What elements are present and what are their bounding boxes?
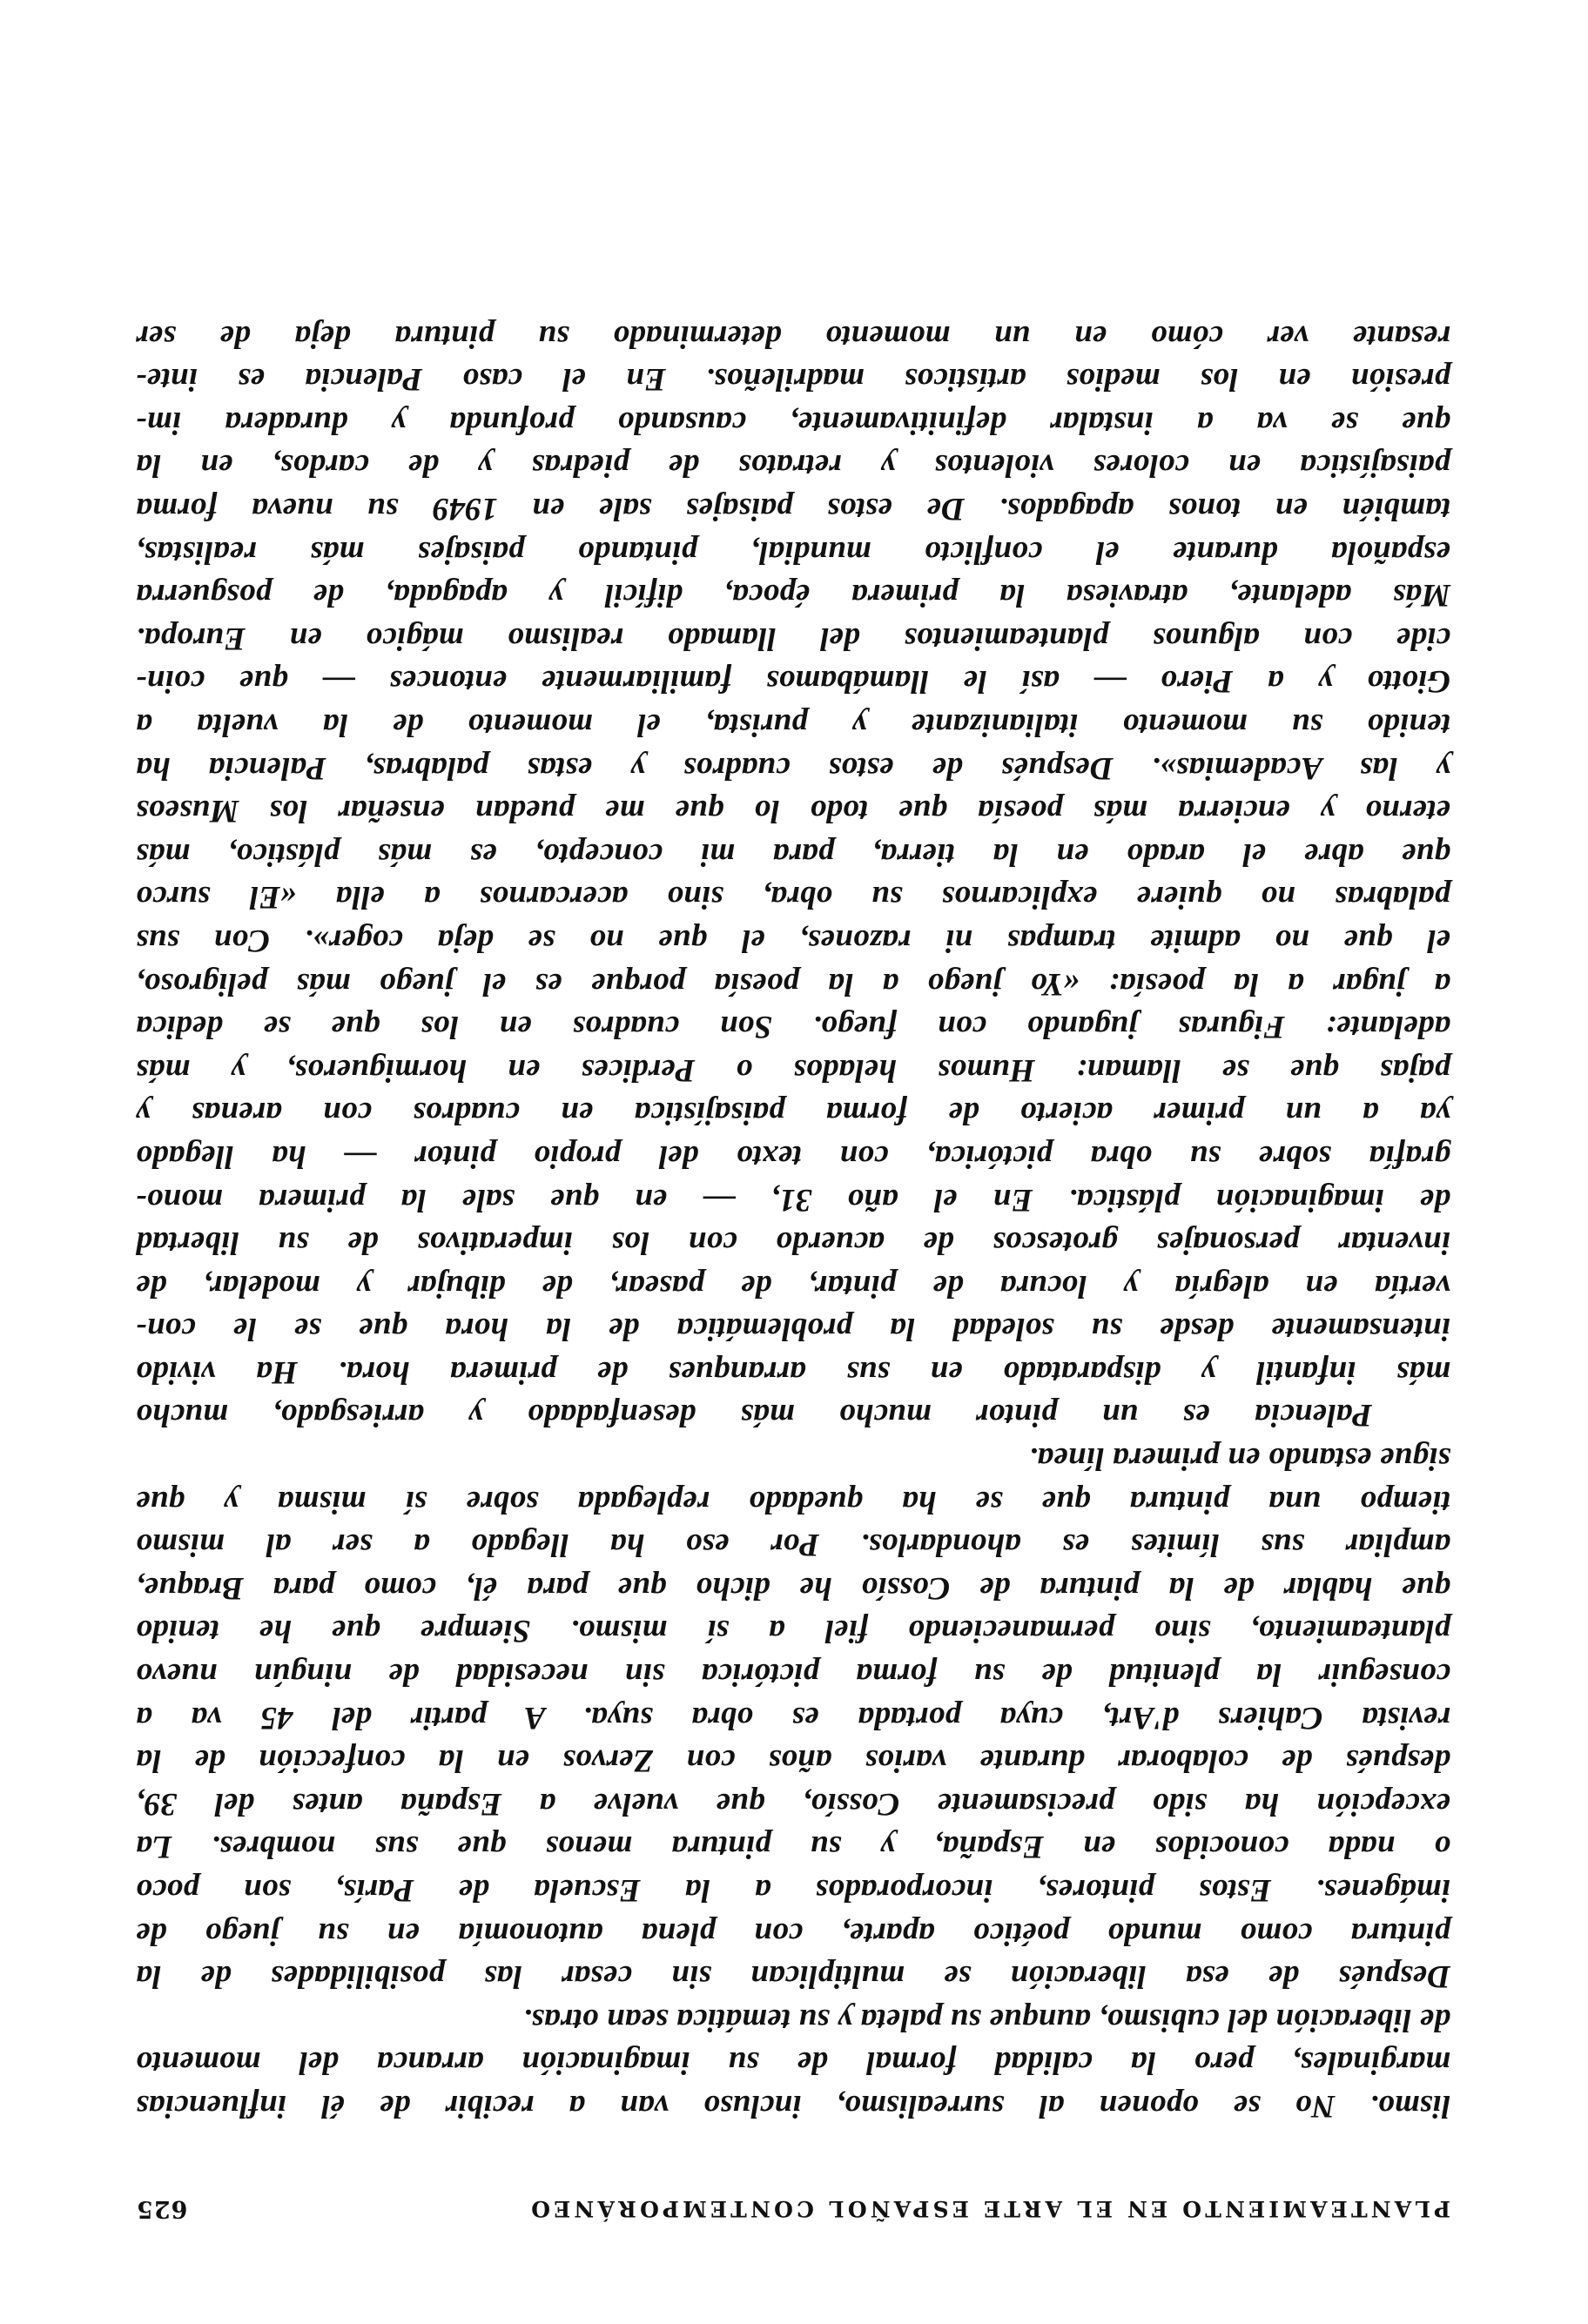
text-line: paisajística en colores violentos y retratos de piedras y de cardos, en la [136,447,1450,484]
text-line: a jugar a la poesía: «Yo juego a la poesía porque es el juego más peligroso, [136,965,1450,1002]
text-line: que abre el arado en la tierra, para mi concepto, es más plástico, más [136,836,1450,872]
text-line: después de colaborar durante varios años con Zervos en la confección de la [136,1743,1450,1779]
text-line: de liberación del cubismo, aunque su paleta y su temática sean otras. [522,2001,1450,2038]
text-line: conseguir la plenitud de su forma pictórica sin necesidad de ningún nuevo [136,1656,1450,1693]
text-line: el que no admite trampas ni razones, el que no se deja coger». Con sus [136,922,1450,958]
text-line: pintura como mundo poético aparte, con plena autonomía en su juego de [136,1915,1450,1951]
running-header-title: PLANTEAMIENTO EN EL ARTE ESPAÑOL CONTEMPORÁNEO [528,2196,1450,2222]
paragraph-start-line: Palencia es un pintor mucho más desenfadado y arriesgado, mucho [136,1397,1372,1434]
text-line: que hablar de la pintura de Cossío he dicho que para él, como para Braque, [136,1569,1450,1606]
text-line: más infantil y disparatado en sus arranques de primera hora. Ha vivido [136,1353,1450,1390]
text-line: española durante el conflicto mundial, pintando paisajes más realistas, [136,534,1450,570]
text-line: sigue estando en primera línea. [1028,1441,1450,1477]
text-line: intensamente desde su soledad la problemática de la hora que se le con- [136,1311,1450,1347]
text-line: o nada conocidos en España, y su pintura menos que sus nombres. La [136,1829,1450,1865]
text-line: tenido su momento italianizante y purista, el momento de la vuelta a [136,707,1450,742]
text-line: revista Cahiers d'Art, cuya portada es obra suya. A partir del 45 va a [136,1699,1450,1736]
text-line: cide con algunos planteamientos del llamado realismo mágico en Europa. [136,620,1450,656]
text-line: Después de esa liberación se multiplican sin cesar las posibilidades de la [136,1958,1450,1995]
page-number: 625 [136,2195,188,2223]
text-line: eterno y encierra más poesía que todo lo que me puedan enseñar los Museos [136,793,1450,830]
text-line: lismo. No se oponen al surrealismo, incluso van a recibir de él influencias [136,2088,1450,2124]
text-line: presión en los medios artísticos madrileños. En el caso Palencia es inte- [136,361,1450,398]
text-line: adelante: Figuras jugando con fuego. Son cuadros en los que se dedica [136,1009,1450,1045]
text-line: vertía en alegría y locura de pintar, de pasear, de dibujar y modelar, de [136,1267,1450,1304]
text-line: imágenes. Estos pintores, incorporados a la Escuela de París, son poco [136,1872,1450,1909]
text-line: tiempo una pintura que se ha quedado replegada sobre sí misma y que [136,1483,1450,1520]
text-line: pajas que se llaman: Humos helados o Perdices en hormigueros, y más [136,1051,1450,1088]
text-line: que se va a instalar definitivamente, causando profunda y duradera im- [136,404,1450,440]
text-line: también en tonos apagados. De estos paisajes sale en 1949 su nueva forma [136,491,1450,527]
text-line: excepción ha sido precisamente Cossío, que vuelve a España antes del 39, [136,1785,1450,1822]
text-line: y las Academias». Después de estos cuadros y estas palabras, Palencia ha [136,749,1450,786]
running-header [136,2192,1450,2227]
text-line: Giotto y a Piero — así le llamábamos familiarmente entonces — que coin- [136,663,1450,700]
text-line: resante ver cómo en un momento determinado su pintura deja de ser [136,318,1450,354]
text-line: Más adelante, atraviesa la primera época, difícil y apagada, de posguerra [136,577,1450,614]
body-text [136,314,1450,2127]
text-line: inventar personajes grotescos de acuerdo con los imperativos de su libertad [136,1225,1450,1261]
text-line: marginales, pero la calidad formal de su imaginación arranca del momento [136,2045,1450,2081]
text-line: de imaginación plástica. En el año 31, — en que sale la primera mono- [136,1181,1450,1218]
text-line: grafía sobre su obra pictórica, con texto del propio pintor — ha llegado [136,1138,1450,1174]
text-line: ampliar sus límites es ahondarlos. Por eso ha llegado a ser al mismo [136,1527,1450,1563]
text-line: ya a un primer acierto de forma paisajística en cuadros con arenas y [136,1095,1450,1132]
text-line: palabras no quiere explicarnos su obra, sino acercarnos a ella «El surco [136,879,1450,916]
text-line: planteamiento, sino permaneciendo fiel a sí mismo. Siempre que he tenido [136,1613,1450,1649]
